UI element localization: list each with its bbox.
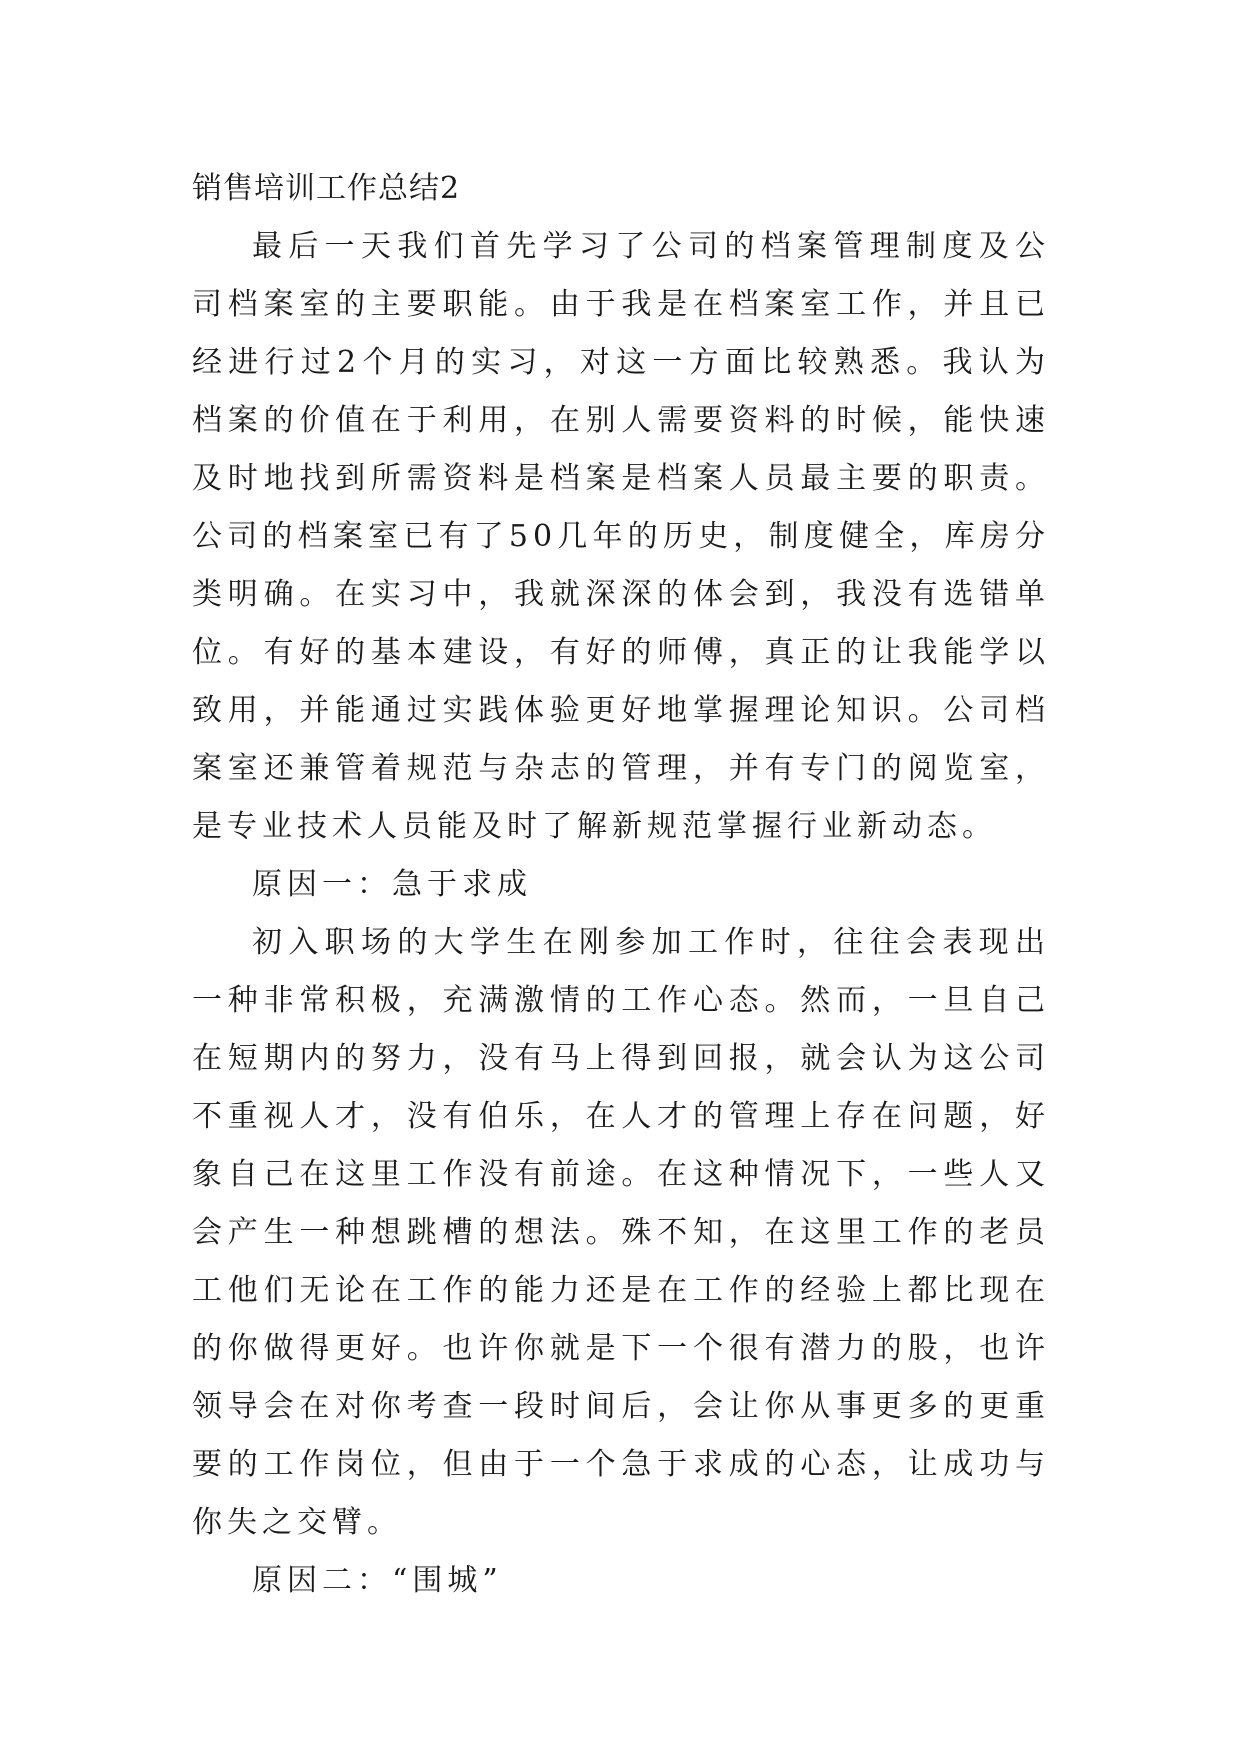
document-body: [192, 160, 1050, 1610]
document-title: 销售培训工作总结2: [192, 171, 461, 206]
section-heading-reason-one: 原因一：急于求成: [252, 867, 532, 902]
section-heading-reason-two: 原因二：“围城”: [252, 1563, 503, 1598]
paragraph-reason-one: 初入职场的大学生在刚参加工作时，往往会表现出一种非常积极，充满激情的工作心态。然而，一旦自己在短期内的努力，没有马上得到回报，就会认为这公司不重视人才，没有伯乐，在人才的管理上存在问题，好象自己在这里工作没有前途。在这种情况下，一些人又会产生一种想跳槽的想法。殊不知，在这里工作的老员工他们无论在工作的能力还是在工作的经验上都比现在的你做得更好。也许你就是下一个很有潜力的股，也许领导会在对你考查一段时间后，会让你从事更多的更重要的工作岗位，但由于一个急于求成的心态，让成功与你失之交臂。: [192, 925, 1050, 1540]
paragraph-archive-training: 最后一天我们首先学习了公司的档案管理制度及公司档案室的主要职能。由于我是在档案室工作，并且已经进行过2个月的实习，对这一方面比较熟悉。我认为档案的价值在于利用，在别人需要资料的时候，能快速及时地找到所需资料是档案是档案人员最主要的职责。公司的档案室已有了50几年的历史，制度健全，库房分类明确。在实习中，我就深深的体会到，我没有选错单位。有好的基本建设，有好的师傅，真正的让我能学以致用，并能通过实践体验更好地掌握理论知识。公司档案室还兼管着规范与杂志的管理，并有专门的阅览室，是专业技术人员能及时了解新规范掌握行业新动态。: [192, 229, 1050, 844]
